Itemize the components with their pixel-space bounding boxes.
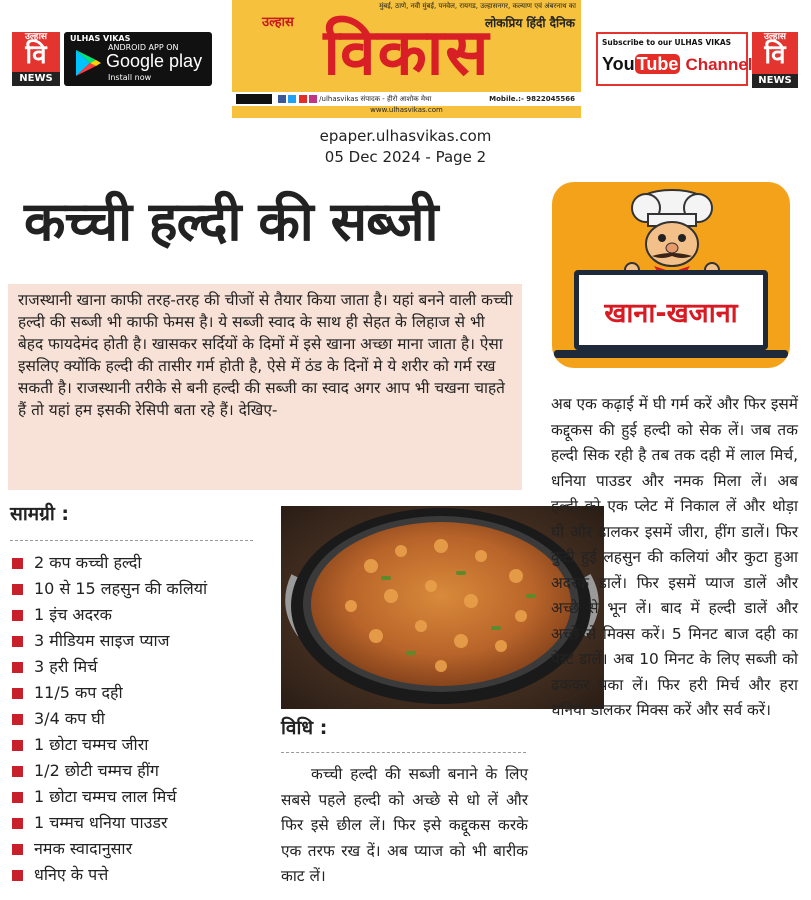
masthead-mobile: Mobile.:- 9822045566: [489, 95, 575, 103]
bullet-square-icon: [12, 870, 23, 881]
bullet-square-icon: [12, 558, 23, 569]
ingredient-item: [12, 550, 207, 576]
twitter-icon: [288, 95, 296, 103]
store-line: ANDROID APP ON: [108, 43, 179, 52]
date-page: 05 Dec 2024 - Page 2: [324, 148, 487, 166]
ingredient-text: 10 से 15 लहसुन की कलियां: [34, 579, 208, 598]
brand-logo-right-big: वि: [764, 40, 786, 70]
bullet-square-icon: [12, 818, 23, 829]
ingredient-text: 2 कप कच्ची हल्दी: [34, 553, 142, 572]
bullet-square-icon: [12, 740, 23, 751]
epaper-site[interactable]: epaper.ulhasvikas.com: [319, 127, 492, 145]
instagram-icon: [309, 95, 317, 103]
masthead-footer-bar: [232, 92, 581, 106]
ingredient-item: [12, 784, 207, 810]
bullet-square-icon: [12, 688, 23, 699]
logo-text: खाना-खजाना: [604, 298, 738, 329]
masthead-cities: मुंबई, ठाणे, नवी मुंबई, पनवेल, रायगड, उल्हासनगर, कल्याण एवं अंबरनाथ का: [379, 2, 576, 10]
news-tag-right: NEWS: [752, 74, 798, 88]
bullet-square-icon: [12, 610, 23, 621]
ingredient-text: 1 इंच अदरक: [34, 605, 112, 624]
method-divider: [281, 752, 526, 753]
app-store-badge[interactable]: [12, 32, 212, 86]
ingredient-item: [12, 654, 207, 680]
logo-screen: [574, 270, 768, 350]
youtube-subscribe-box[interactable]: [596, 32, 753, 86]
chef-icon: [614, 186, 730, 276]
app-name: ULHAS VIKAS: [70, 34, 131, 43]
ingredient-item: [12, 758, 207, 784]
khana-khazana-logo: [552, 182, 790, 368]
youtube-channel-badge[interactable]: [596, 32, 800, 90]
google-play-button[interactable]: [64, 32, 212, 86]
store-name: Google play: [106, 51, 203, 71]
brand-logo-right: [752, 32, 798, 74]
bullet-square-icon: [12, 584, 23, 595]
method-text-part2: अब एक कढ़ाई में घी गर्म करें और फिर इसमें कद्दूकस की हुई हल्दी को सेक लें। जब तक हल्दी सिक रही है तब तक दही में लाल मिर्च, धनिया पाउडर और नमक मिला लें। अब हल्दी को एक प्लेट में निकाल लें और थोड़ा घी और डालकर इसमें जीरा, हींग डालें। फिर कुटी हुई लहसुन की कलियां और कुटा हुआ अदरक डालें। फिर इसमें प्याज डालें और अच्छे से भून लें। बाद में हल्दी डालें और अच्छे से मिक्स करें। 5 मिनट बाज दही का पेस्ट डालें। अब 10 मिनट के लिए सब्जी को ढककर पका लें। फिर हरी मिर्च और हरा धनिया डालकर मिक्स करें और सर्व करें।: [551, 395, 798, 719]
article-title: कच्ची हल्दी की सब्जी: [24, 190, 438, 253]
method-text-part1: कच्ची हल्दी की सब्जी बनाने के लिए सबसे पहले हल्दी को अच्छे से धो लें और फिर इसे छील लें। फिर इसे कद्दूकस करके एक तरफ रख दें। अब प्याज को भी बारीक काट लें।: [281, 765, 528, 885]
bullet-square-icon: [12, 714, 23, 725]
ingredient-text: 1 छोटा चम्मच लाल मिर्च: [34, 787, 177, 806]
bullet-square-icon: [12, 844, 23, 855]
ingredients-heading: सामग्री :: [10, 503, 69, 525]
ingredient-item: [12, 732, 207, 758]
play-store-mini-icon: [236, 94, 272, 104]
ingredient-item: [12, 628, 207, 654]
ingredient-item: [12, 810, 207, 836]
masthead-brand-small: उल्हास: [262, 15, 294, 30]
bullet-square-icon: [12, 636, 23, 647]
bullet-square-icon: [12, 662, 23, 673]
youtube-logo: [602, 54, 753, 78]
ingredient-text: 1/2 छोटी चम्मच हींग: [34, 761, 159, 780]
ingredients-list: [12, 550, 207, 888]
youtube-icon: [299, 95, 307, 103]
ingredient-item: [12, 862, 207, 888]
ingredient-item: [12, 836, 207, 862]
ingredient-item: [12, 602, 207, 628]
article-intro: राजस्थानी खाना काफी तरह-तरह की चीजों से तैयार किया जाता है। यहां बनने वाली कच्ची हल्दी की सब्जी भी काफी फेमस है। ये सब्जी स्वाद के साथ ही सेहत के लिहाज से भी बेहद फायदेमंद होती है। खासकर सर्दियों के दिमों में इसे खाना अच्छा माना जाता है। ऐसा इसलिए क्योंकि हल्दी की तासीर गर्म होती है, ऐसे में ठंड के दिनों मे ये शरीर को गर्म रख सकती है। राजस्थानी तरीके से बनी हल्दी की सब्जी का स्वाद अगर आप भी चखना चाहते हैं तो यहां हम इसकी रेसिपी बता रहे हैं। देखिए-: [8, 284, 522, 490]
ingredient-text: 3/4 कप घी: [34, 709, 105, 728]
bullet-square-icon: [12, 766, 23, 777]
ingredient-text: नमक स्वादानुसार: [34, 839, 133, 858]
install-now: Install now: [108, 73, 152, 82]
brand-logo-right-small: उल्हास: [763, 32, 786, 42]
youtube-you: You: [602, 54, 635, 74]
google-play-icon: [72, 48, 102, 78]
newspaper-masthead: [232, 0, 581, 118]
ingredients-divider: [10, 540, 253, 541]
news-tag: NEWS: [12, 72, 60, 86]
ingredient-text: 3 मीडियम साइज प्याज: [34, 631, 170, 650]
method-heading: विधि :: [281, 717, 328, 739]
masthead-footer-line: /ulhasvikas संपादक - हीरो आशोक मेथा: [319, 95, 432, 103]
youtube-tube: Tube: [636, 54, 679, 74]
ingredient-item: [12, 576, 207, 602]
brand-logo: [12, 32, 60, 72]
subscribe-text: Subscribe to our ULHAS VIKAS: [602, 38, 732, 47]
facebook-icon: [278, 95, 286, 103]
bullet-square-icon: [12, 792, 23, 803]
ingredient-text: 3 हरी मिर्च: [34, 657, 98, 676]
ingredient-text: 11/5 कप दही: [34, 683, 123, 702]
youtube-channel: Channel: [685, 55, 753, 74]
logo-stand: [554, 350, 788, 358]
brand-logo-small-text: उल्हास: [24, 32, 47, 42]
ingredient-item: [12, 706, 207, 732]
ingredient-text: 1 चम्मच धनिया पाउडर: [34, 813, 168, 832]
ingredient-text: धनिए के पत्ते: [34, 865, 109, 884]
ingredient-text: 1 छोटा चम्मच जीरा: [34, 735, 149, 754]
masthead-title: विकास: [323, 15, 491, 90]
masthead-url: www.ulhasvikas.com: [370, 106, 443, 114]
brand-logo-big-text: वि: [25, 40, 47, 70]
ingredient-item: [12, 680, 207, 706]
masthead-tagline: लोकप्रिय हिंदी दैनिक: [484, 16, 575, 30]
